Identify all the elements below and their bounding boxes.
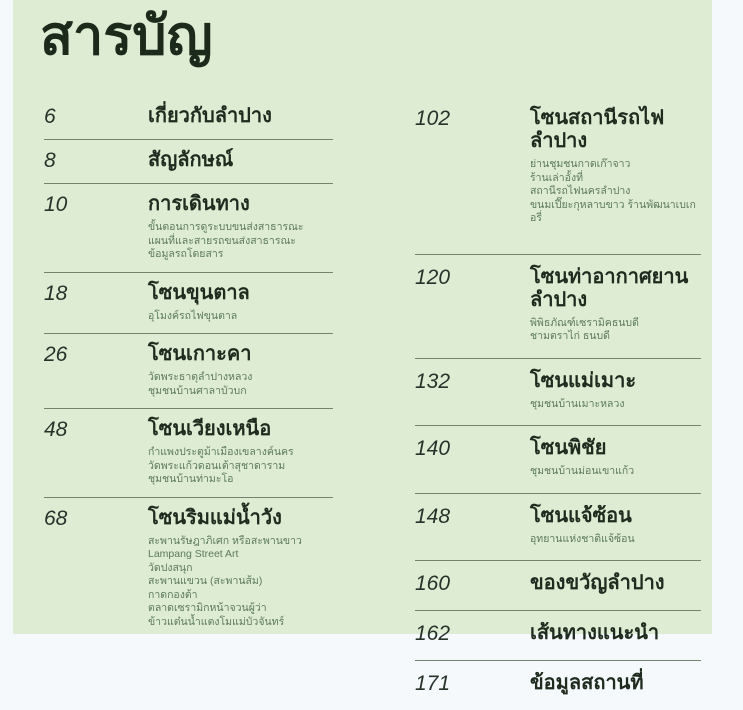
toc-entry xyxy=(415,611,701,661)
toc-entry xyxy=(415,426,701,494)
entry-subitem: ขั้นตอนการดูระบบขนส่งสาธารณะ xyxy=(148,221,304,233)
entry-heading: การเดินทาง xyxy=(148,193,250,215)
entry-subitems xyxy=(148,446,333,487)
entry-heading: เส้นทางแนะนำ xyxy=(530,622,660,644)
entry-heading: โซนสถานีรถไฟลำปาง xyxy=(530,107,665,152)
toc-entry xyxy=(44,334,333,409)
toc-column-left xyxy=(44,96,333,639)
toc-column-right xyxy=(415,96,701,710)
entry-heading: ข้อมูลสถานที่ xyxy=(530,672,644,694)
entry-subitem: สะพานรัษฎาภิเศก หรือสะพานขาว xyxy=(148,534,302,547)
entry-page-number: 160 xyxy=(415,572,451,595)
entry-page-number: 140 xyxy=(415,437,451,460)
entry-heading: โซนเกาะคา xyxy=(148,343,252,365)
toc-entry xyxy=(44,498,333,640)
entry-subitems xyxy=(530,398,701,412)
entry-subitem: ชุมชนบ้านเมาะหลวง xyxy=(530,397,625,410)
entry-subitem: ขนมเปี๊ยะกุหลาบขาว ร้านพัฒนาเบเกอรี่ xyxy=(530,198,696,224)
entry-page-number: 68 xyxy=(44,506,68,530)
entry-subitems xyxy=(530,317,701,344)
entry-subitem: ย่านชุมชนกาดเก๊าจาว xyxy=(530,158,631,170)
entry-page-number: 48 xyxy=(44,418,68,441)
entry-subitem: ชุมชนบ้านศาลาบัวบก xyxy=(148,384,247,397)
entry-page-number: 6 xyxy=(44,105,56,128)
toc-entry xyxy=(44,273,333,335)
entry-subitem: ตลาดเซรามิกหน้าจวนผู้ว่า xyxy=(148,602,267,614)
toc-entry xyxy=(415,359,701,427)
entry-subitem: ร้านเล่าอั้งที่ xyxy=(530,171,583,184)
entry-subitem: ชุมชนบ้านม่อนเขาแก้ว xyxy=(530,465,635,477)
entry-subitem: วัดปงสนุก xyxy=(148,561,193,574)
entry-heading: ของขวัญลำปาง xyxy=(530,572,665,594)
entry-subitem: พิพิธภัณฑ์เซรามิคธนบดี xyxy=(530,316,639,329)
entry-subitems xyxy=(148,221,333,262)
toc-page xyxy=(13,0,712,695)
entry-subitem: ชุมชนบ้านท่ามะโอ xyxy=(148,473,234,485)
toc-entry xyxy=(44,184,333,273)
entry-page-number: 18 xyxy=(44,281,68,305)
entry-subitem: ข้อมูลรถโดยสาร xyxy=(148,248,224,260)
entry-subitem: อุโมงค์รถไฟขุนตาล xyxy=(148,309,238,322)
entry-page-number: 120 xyxy=(415,265,451,289)
entry-subitems xyxy=(530,465,701,479)
entry-subitem: สะพานแขวน (สะพานส้ม) xyxy=(148,575,263,587)
entry-subitem: กาดกองต้า xyxy=(148,588,198,601)
entry-heading: โซนเวียงเหนือ xyxy=(148,418,272,440)
toc-entry xyxy=(415,661,701,710)
entry-subitem: วัดพระแก้วดอนเต้าสุชาดาราม xyxy=(148,459,286,472)
toc-entry xyxy=(415,96,701,255)
entry-subitems xyxy=(530,158,701,226)
entry-page-number: 171 xyxy=(415,672,451,695)
entry-page-number: 132 xyxy=(415,369,451,393)
toc-entry xyxy=(415,494,701,562)
entry-subitem: กำแพงประตูม้าเมืองเขลางค์นคร xyxy=(148,446,294,458)
entry-subitems xyxy=(148,310,333,324)
entry-page-number: 26 xyxy=(44,343,68,366)
toc-entry xyxy=(415,561,701,611)
entry-subitem: แผนที่และสายรถขนส่งสาธารณะ xyxy=(148,234,296,247)
entry-page-number: 8 xyxy=(44,149,56,172)
entry-subitem: วัดพระธาตุลำปางหลวง xyxy=(148,371,253,383)
entry-heading: สัญลักษณ์ xyxy=(148,149,234,171)
entry-page-number: 10 xyxy=(44,193,68,216)
entry-subitems xyxy=(148,371,333,398)
entry-heading: เกี่ยวกับลำปาง xyxy=(148,105,272,127)
entry-heading: โซนขุนตาล xyxy=(148,281,250,304)
entry-heading: โซนท่าอากาศยานลำปาง xyxy=(530,265,689,311)
entry-heading: โซนริมแม่น้ำวัง xyxy=(148,506,282,529)
toc-title: สารบัญ xyxy=(40,6,213,66)
entry-subitem: Lampang Street Art xyxy=(148,548,239,560)
entry-subitem: สถานีรถไฟนครลำปาง xyxy=(530,185,631,197)
entry-heading: โซนพิชัย xyxy=(530,437,607,459)
entry-subitem: ชามตราไก่ ธนบดี xyxy=(530,330,610,342)
entry-heading: โซนแม่เมาะ xyxy=(530,369,637,392)
entry-page-number: 148 xyxy=(415,504,451,528)
entry-heading: โซนแจ้ซ้อน xyxy=(530,504,632,527)
entry-subitems xyxy=(148,535,333,630)
entry-subitem: ข้าวแต๋นน้ำแตงโมแม่บัวจันทร์ xyxy=(148,615,285,628)
entry-subitem: อุทยานแห่งชาติแจ้ซ้อน xyxy=(530,532,635,545)
toc-entry xyxy=(44,140,333,184)
entry-page-number: 102 xyxy=(415,107,451,130)
toc-entry xyxy=(44,409,333,498)
toc-entry xyxy=(44,96,333,140)
toc-entry xyxy=(415,255,701,359)
entry-subitems xyxy=(530,533,701,547)
entry-page-number: 162 xyxy=(415,622,451,645)
